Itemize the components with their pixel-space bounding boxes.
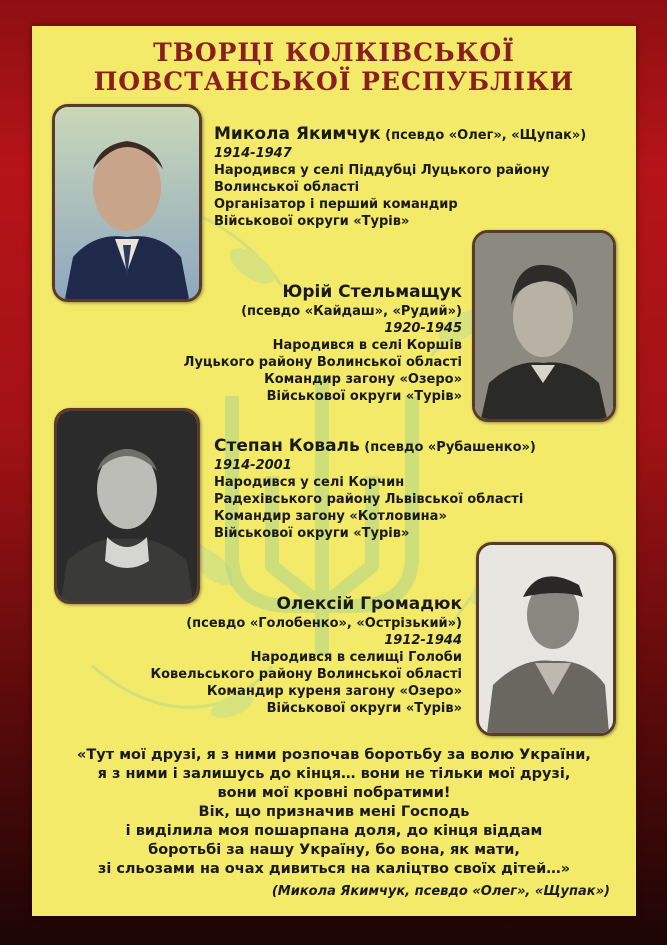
person-3-alias: (псевдо «Рубашенко») [364,440,536,455]
quote-signature: (Микола Якимчук, псевдо «Олег», «Щупак») [271,884,610,899]
person-3-line-3: Командир загону «Котловина» [214,509,447,524]
portrait-photo-4 [476,542,616,736]
person-2-name: Юрій Стельмащук [282,282,462,302]
quote-line-6: боротьбі за нашу Україну, бо вона, як мати, [148,842,520,858]
bio-person-3 [214,436,614,542]
portrait-photo-1 [52,104,202,302]
person-2-line-2: Луцького району Волинської області [183,355,462,370]
quote-line-1: «Тут мої друзі, я з ними розпочав боротьбу за волю України, [77,747,591,763]
person-2-line-1: Народився в селі Коршів [272,338,462,353]
person-1-line-1: Народився у селі Піддубці Луцького району [214,163,550,178]
page-title [32,38,636,96]
person-1-years: 1914-1947 [214,146,292,161]
portrait-3-image [57,411,197,601]
person-2-years: 1920-1945 [384,321,462,336]
quote-line-5: і виділила моя пошарпана доля, до кінця віддам [125,823,543,839]
person-3-name: Степан Коваль [214,436,360,456]
person-3-years: 1914-2001 [214,458,292,473]
quote-block [52,746,616,879]
title-line-2: ПОВСТАНСЬКОЇ РЕСПУБЛІКИ [93,67,575,96]
poster [32,26,636,916]
person-4-years: 1912-1944 [384,633,462,648]
bio-person-1 [214,124,614,230]
quote-line-7: зі сльозами на очах дивиться на каліцтво своїх дітей…» [97,861,571,877]
portrait-4-image [479,545,613,733]
person-4-line-3: Командир куреня загону «Озеро» [206,684,462,699]
person-3-line-1: Народився у селі Корчин [214,475,405,490]
portrait-1-image [55,107,199,299]
title-line-1: ТВОРЦІ КОЛКІВСЬКОЇ [153,38,515,67]
quote-line-3: вони мої кровні побратими! [217,785,451,801]
person-2-line-4: Військової округи «Турів» [266,389,462,404]
person-1-line-3: Організатор і перший командир [214,197,458,212]
portrait-photo-3 [54,408,200,604]
person-4-line-1: Народився в селищі Голоби [250,650,462,665]
portrait-2-image [475,233,613,419]
quote-line-4: Вік, що призначив мені Господь [198,804,470,820]
person-4-line-2: Ковельського району Волинської області [150,667,462,682]
person-1-alias: (псевдо «Олег», «Щупак») [385,128,587,143]
quote-line-2: я з ними і залишусь до кінця… вони не тільки мої друзі, [97,766,571,782]
portrait-photo-2 [472,230,616,422]
person-3-line-4: Військової округи «Турів» [214,526,410,541]
person-1-name: Микола Якимчук [214,124,381,144]
person-2-line-3: Командир загону «Озеро» [264,372,462,387]
person-3-line-2: Радехівського району Львівської області [214,492,524,507]
person-2-alias: (псевдо «Кайдаш», «Рудий») [241,304,462,319]
person-1-line-4: Військової округи «Турів» [214,214,410,229]
person-4-line-4: Військової округи «Турів» [266,701,462,716]
bio-person-4 [72,594,462,717]
person-4-alias: (псевдо «Голобенко», «Острізький») [186,616,462,631]
person-4-name: Олексій Громадюк [276,594,462,614]
bio-person-2 [72,282,462,405]
person-1-line-2: Волинської області [214,180,360,195]
